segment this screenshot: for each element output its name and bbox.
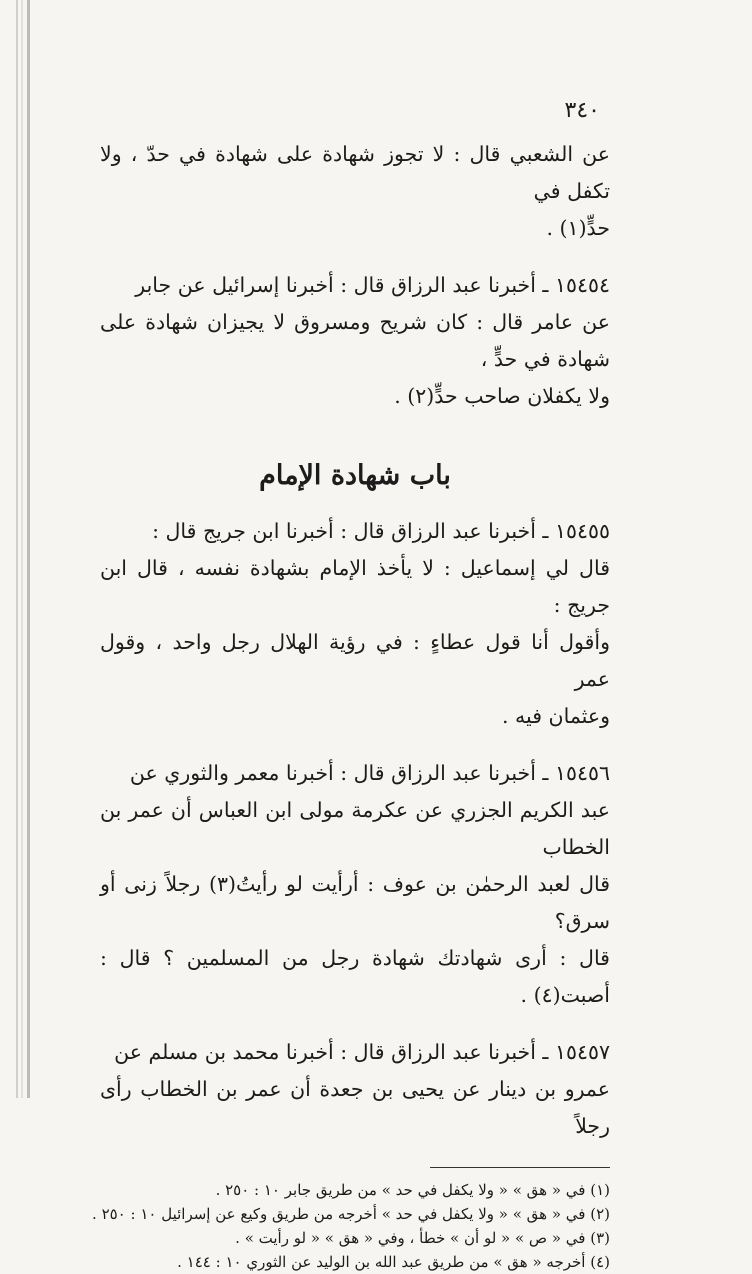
text-line: ولا يكفلان صاحب حدٍّ(٢) .: [394, 384, 610, 408]
footnote: (٢) في « هق » « ولا يكفل في حد » أخرجه من طريق وكيع عن إسرائيل ١٠ : ٢٥٠ .: [92, 1205, 610, 1223]
page-gutter-line: [21, 0, 23, 1098]
text-line: قال لي إسماعيل : لا يأخذ الإمام بشهادة نفسه ، قال ابن جريج :: [100, 556, 610, 617]
paragraph: [100, 267, 610, 415]
text-line: وأقول أنا قول عطاءٍ : في رؤية الهلال رجل واحد ، وقول عمر: [100, 630, 610, 691]
footnotes: [92, 1178, 610, 1274]
footnote: (٣) في « ص » « لو أن » خطأ ، وفي « هق » « لو رأيت » .: [235, 1229, 610, 1247]
text-line: عبد الكريم الجزري عن عكرمة مولى ابن العباس أن عمر بن الخطاب: [100, 798, 610, 859]
page-number: ٣٤٠: [564, 98, 600, 123]
text-column: [92, 136, 611, 1274]
paragraph: [100, 1034, 610, 1145]
text-line: حدٍّ(١) .: [546, 216, 610, 240]
text-line: قال : أرى شهادتك شهادة رجل من المسلمين ؟ قال : أصبت(٤) .: [100, 946, 610, 1007]
paragraph: [100, 136, 610, 247]
text-line: عن عامر قال : كان شريح ومسروق لا يجيزان شهادة على شهادة في حدٍّ ،: [100, 310, 610, 371]
text-line: ١٥٤٥٤ ـ أخبرنا عبد الرزاق قال : أخبرنا إسرائيل عن جابر: [135, 273, 610, 297]
page-gutter-line: [27, 0, 30, 1098]
text-line: ١٥٤٥٦ ـ أخبرنا عبد الرزاق قال : أخبرنا معمر والثوري عن: [129, 761, 610, 785]
paragraph: [100, 755, 610, 1014]
section-heading: باب شهادة الإمام: [259, 460, 451, 491]
paragraph: [100, 513, 610, 735]
text-line: عن الشعبي قال : لا تجوز شهادة على شهادة في حدّ ، ولا تكفل في: [100, 142, 610, 203]
text-line: ١٥٤٥٥ ـ أخبرنا عبد الرزاق قال : أخبرنا ابن جريج قال :: [152, 519, 610, 543]
footnote: (٤) أخرجه « هق » من طريق عبد الله بن الوليد عن الثوري ١٠ : ١٤٤ .: [177, 1253, 610, 1271]
footnote-divider: [430, 1167, 610, 1168]
text-line: ١٥٤٥٧ ـ أخبرنا عبد الرزاق قال : أخبرنا محمد بن مسلم عن: [114, 1040, 610, 1064]
page-gutter-line: [16, 0, 18, 1098]
footnote: (١) في « هق » « ولا يكفل في حد » من طريق جابر ١٠ : ٢٥٠ .: [215, 1181, 610, 1199]
text-line: قال لعبد الرحمٰن بن عوف : أرأيت لو رأيتُ(٣) رجلاً زنى أو سرق؟: [100, 872, 611, 933]
text-line: وعثمان فيه .: [502, 704, 610, 728]
text-line: عمرو بن دينار عن يحيى بن جعدة أن عمر بن الخطاب رأى رجلاً: [100, 1077, 610, 1138]
